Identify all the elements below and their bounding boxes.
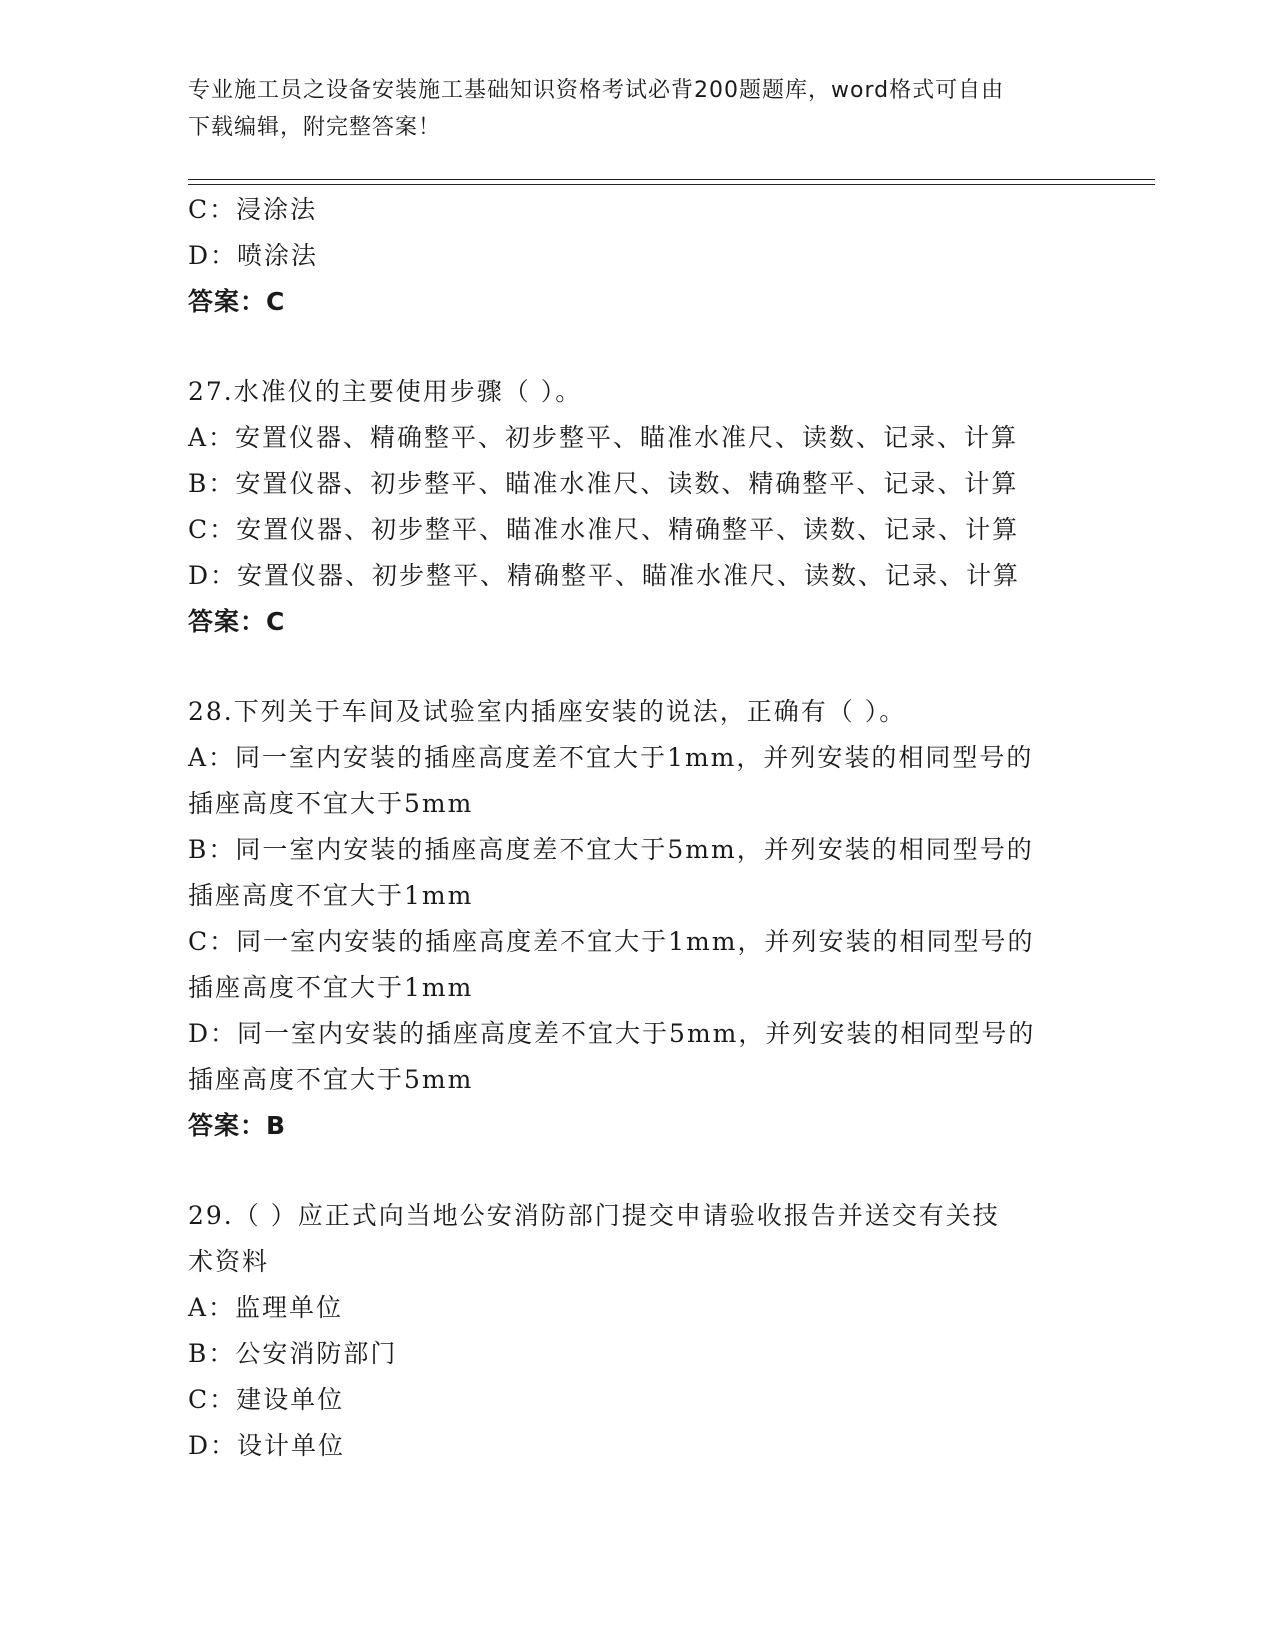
- option-d: D：喷涂法: [188, 241, 319, 270]
- answer-line: 答案：B: [188, 1111, 287, 1140]
- option-c: C：同一室内安装的插座高度差不宜大于1mm，并列安装的相同型号的: [188, 927, 1035, 956]
- question-text: 27.水准仪的主要使用步骤（ ）。: [188, 377, 583, 406]
- question-27: [188, 369, 1088, 645]
- page-header: [188, 72, 1068, 146]
- option-a: A：同一室内安装的插座高度差不宜大于1mm，并列安装的相同型号的: [188, 743, 1034, 772]
- option-b: B：安置仪器、初步整平、瞄准水准尺、读数、精确整平、记录、计算: [188, 469, 1019, 498]
- option-b: B：公安消防部门: [188, 1339, 398, 1368]
- answer-line: 答案：C: [188, 287, 286, 316]
- option-d: D：同一室内安装的插座高度差不宜大于5mm，并列安装的相同型号的: [188, 1019, 1036, 1048]
- option-a: A：安置仪器、精确整平、初步整平、瞄准水准尺、读数、记录、计算: [188, 423, 1019, 452]
- question-29: [188, 1193, 1088, 1469]
- header-line-1: 专业施工员之设备安装施工基础知识资格考试必背200题题库，word格式可自由: [188, 78, 1005, 103]
- header-divider-top: [188, 179, 1155, 180]
- option-a-continued: 插座高度不宜大于5mm: [188, 789, 474, 818]
- option-c: C：建设单位: [188, 1385, 345, 1414]
- option-d-continued: 插座高度不宜大于5mm: [188, 1065, 474, 1094]
- option-c-continued: 插座高度不宜大于1mm: [188, 973, 474, 1002]
- header-line-2: 下载编辑，附完整答案！: [188, 115, 442, 140]
- option-d: D：设计单位: [188, 1431, 346, 1460]
- question-text-continued: 术资料: [188, 1247, 270, 1276]
- option-b: B：同一室内安装的插座高度差不宜大于5mm，并列安装的相同型号的: [188, 835, 1034, 864]
- option-c: C：浸涂法: [188, 195, 318, 224]
- option-c: C：安置仪器、初步整平、瞄准水准尺、精确整平、读数、记录、计算: [188, 515, 1020, 544]
- previous-question-tail: [188, 187, 1088, 325]
- question-content: [188, 187, 1088, 1469]
- question-text: 28.下列关于车间及试验室内插座安装的说法，正确有（ ）。: [188, 697, 907, 726]
- question-text: 29.（ ）应正式向当地公安消防部门提交申请验收报告并送交有关技: [188, 1201, 1000, 1230]
- spacer: [188, 645, 1088, 689]
- option-b-continued: 插座高度不宜大于1mm: [188, 881, 474, 910]
- answer-line: 答案：C: [188, 607, 286, 636]
- question-28: [188, 689, 1088, 1149]
- option-a: A：监理单位: [188, 1293, 344, 1322]
- header-divider-bottom: [188, 184, 1155, 185]
- spacer: [188, 325, 1088, 369]
- option-d: D：安置仪器、初步整平、精确整平、瞄准水准尺、读数、记录、计算: [188, 561, 1021, 590]
- spacer: [188, 1149, 1088, 1193]
